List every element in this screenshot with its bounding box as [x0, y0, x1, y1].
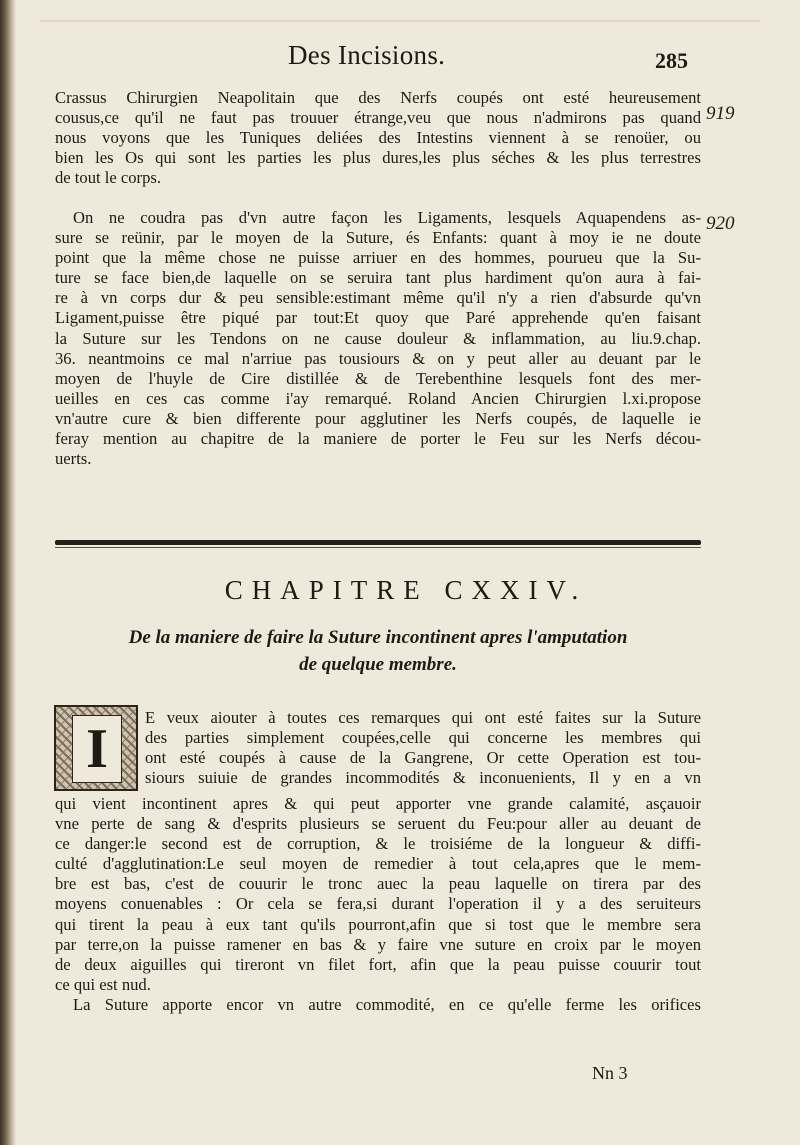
text-line: uerts.: [55, 449, 92, 469]
text-line: de tout le corps.: [55, 168, 161, 188]
text-line: nous voyons que les Tuniques deliées des Intestins viennent à se renoüer, ou: [55, 128, 701, 148]
text-line: vne perte de sang & d'esprits plusieurs se seruent du Feu:pour aller au deuant de: [55, 814, 701, 834]
text-line: re à vn corps dur & peu sensible:estimant même qu'il n'y a rien d'absurde qu'vn: [55, 288, 701, 308]
chapter-title: CHAPITRE CXXIV.: [224, 575, 588, 605]
paragraph-3: [55, 794, 701, 1015]
decorated-initial: [54, 705, 138, 791]
text-line: sure se reünir, par le moyen de la Suture, és Enfants: quant à moy ie ne doute: [55, 228, 701, 248]
text-line: culté d'agglutination:Le seul moyen de remedier à tout cela,apres que le mem-: [55, 854, 701, 874]
text-line: ce qui est nud.: [55, 974, 151, 994]
text-line: 36. neantmoins ce mal n'arriue pas tousiours & on y peut aller au deuant par le: [55, 348, 701, 368]
paragraph-1: [55, 88, 701, 188]
text-line: qui tirent la peau à eux tant qu'ils pourront,afin que si tost que le membre sera: [55, 914, 701, 934]
ornamental-rule: [55, 540, 701, 545]
running-title: Des Incisions.: [288, 40, 446, 70]
text-line: ce danger:le second est de corruption, & le troisiéme de la longueur & diffi-: [55, 834, 701, 854]
paper-stain: [40, 20, 760, 22]
initial-letter: I: [72, 715, 122, 783]
text-line: moyens conuenables : Or cela se fera,si durant l'operation il y a des seruiteurs: [55, 894, 701, 914]
text-line: la Suture sur les Tendons on ne cause douleur & inflammation, au liu.9.chap.: [55, 328, 701, 348]
text-line: Crassus Chirurgien Neapolitain que des Nerfs coupés ont esté heureusement: [55, 88, 701, 107]
text-line: point que la même chose ne puisse arriuer en des hommes, pourueu que la Su-: [55, 248, 701, 268]
text-line: vn'autre cure & bien differente pour agglutiner les Nerfs coupés, de laquelle ie: [55, 408, 701, 428]
text-line: qui vient incontinent apres & qui peut apporter vne grande calamité, asçauoir: [55, 794, 701, 813]
text-line: La Suture apporte encor vn autre commodité, en ce qu'elle ferme les orifices: [73, 994, 701, 1014]
text-line: siours suiuie de grandes incommodités & inconuenients, Il y en a vn: [145, 768, 701, 788]
chapter-subtitle: de quelque membre.: [299, 654, 457, 675]
text-line: ont esté coupés à cause de la Gangrene, Or cette Operation est tou-: [145, 748, 701, 768]
margin-note: 920: [706, 213, 735, 234]
text-line: de deux aiguilles qui tireront vn filet fort, afin que la peau puisse couurir tout: [55, 954, 701, 974]
page-number: 285: [655, 48, 688, 73]
text-line: feray mention au chapitre de la maniere de porter le Feu sur les Nerfs décou-: [55, 429, 701, 449]
page-header: [0, 40, 800, 76]
text-line: des parties simplement coupées,celle qui concerne les membres qui: [145, 728, 701, 748]
text-line: Ligament,puisse être piqué par tout:Et quoy que Paré apprehende qu'en faisant: [55, 308, 701, 328]
text-line: par terre,on la puisse ramener en bas & y faire vne suture en croix par le moyen: [55, 934, 701, 954]
ornamental-rule-thin: [55, 547, 701, 548]
paragraph-3-indented: [145, 708, 701, 788]
text-line: On ne coudra pas d'vn autre façon les Ligaments, lesquels Aquapendens as-: [73, 208, 701, 227]
margin-note: 919: [706, 103, 735, 124]
text-line: ture se face bien,de laquelle on se seruira tant plus hardiment qu'on aura à fai-: [55, 268, 701, 288]
text-line: ueilles en ces cas comme i'ay remarqué. Roland Ancien Chirurgien l.xi.propose: [55, 388, 701, 408]
text-line: cousus,ce qu'il ne faut pas trouuer étrange,veu que nous n'admirons pas quand: [55, 108, 701, 128]
page-spine-shadow: [0, 0, 16, 1145]
text-line: bien les Os qui sont les parties les plus dures,les plus séches & les plus terrestres: [55, 148, 701, 168]
text-line: bre est bas, c'est de couurir le tronc auec la peau laquelle on tirera par des: [55, 874, 701, 894]
paragraph-2: [55, 208, 701, 469]
catchword: Nn 3: [592, 1063, 628, 1083]
text-line: E veux aiouter à toutes ces remarques qui ont esté faites sur la Suture: [145, 708, 701, 727]
text-line: moyen de l'huyle de Cire distillée & de Terebenthine lesquels font des mer-: [55, 368, 701, 388]
chapter-subtitle: De la maniere de faire la Suture incontinent apres l'amputation: [128, 627, 628, 648]
